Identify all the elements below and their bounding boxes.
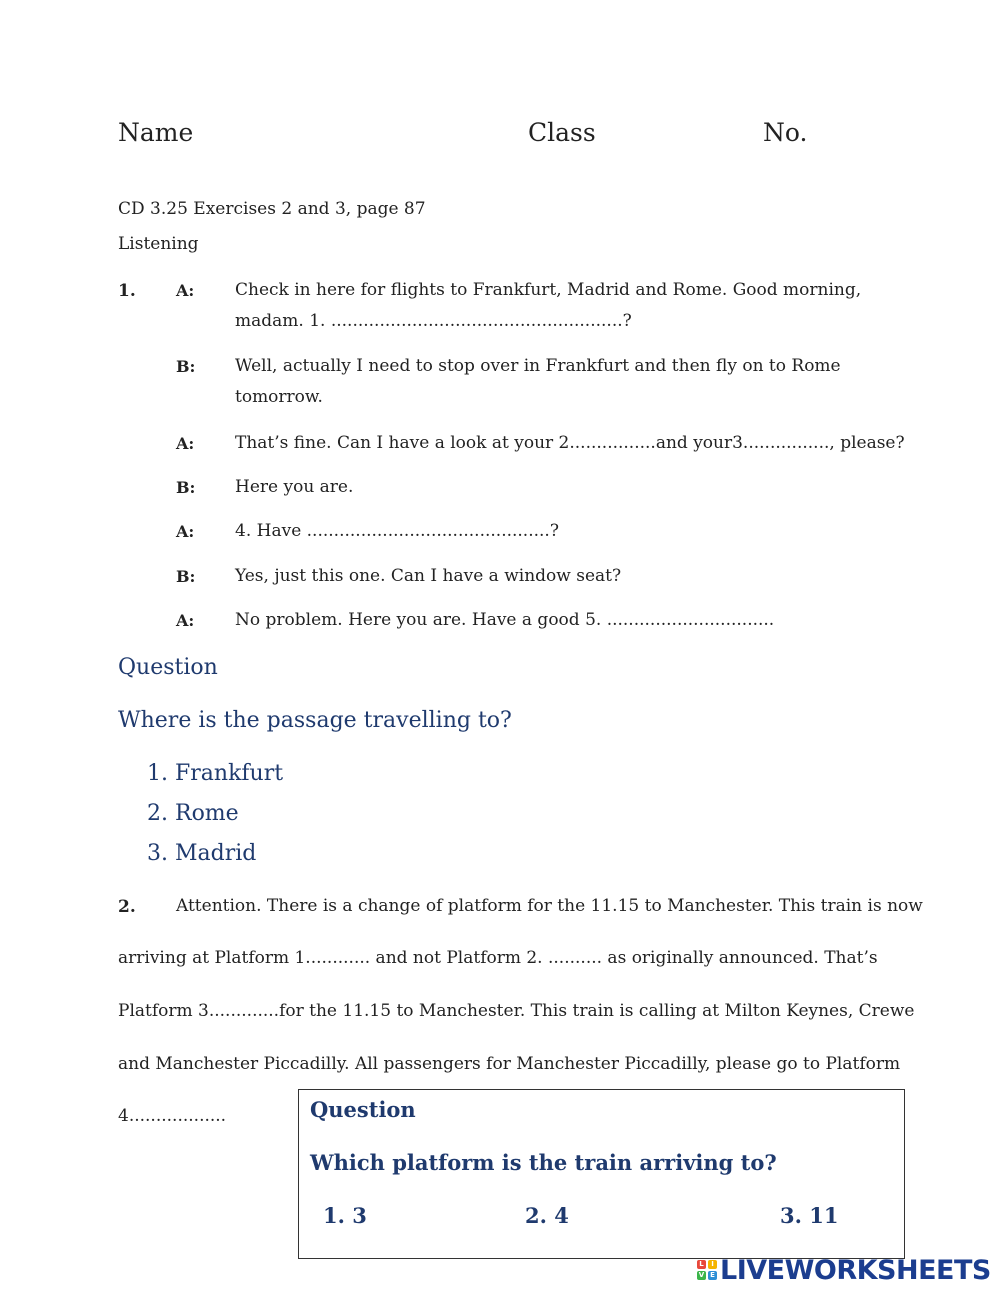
announcement-line: 4.................. — [118, 1106, 227, 1126]
announcement-line: Platform 3.............for the 11.15 to Manchester. This train is calling at Milton Keynes, Crewe — [118, 1001, 915, 1021]
option-number: 1. — [147, 761, 168, 786]
option-number: 3. — [147, 841, 168, 866]
option-number: 2. — [147, 801, 168, 826]
section-label: Listening — [118, 234, 199, 254]
answer-option-4[interactable]: 2. 4 — [525, 1203, 569, 1228]
question-2-heading: Question — [310, 1097, 416, 1122]
name-label: Name — [118, 118, 194, 147]
answer-option-3[interactable]: 1. 3 — [323, 1203, 367, 1228]
speaker-label: A: — [176, 611, 195, 630]
dialogue-line-continued: tomorrow. — [235, 387, 323, 407]
announcement-line: Attention. There is a change of platform for the 11.15 to Manchester. This train is now — [176, 896, 923, 916]
logo-block: E — [708, 1271, 717, 1280]
question-1-heading: Question — [118, 655, 218, 680]
question-2-prompt: Which platform is the train arriving to? — [310, 1150, 777, 1175]
answer-option-11[interactable]: 3. 11 — [780, 1203, 839, 1228]
answer-option-rome[interactable] — [147, 801, 239, 826]
number-label: No. — [763, 118, 808, 147]
dialogue-line: No problem. Here you are. Have a good 5. ............................... — [235, 610, 775, 630]
dialogue-line: Yes, just this one. Can I have a window seat? — [235, 566, 622, 586]
source-line: CD 3.25 Exercises 2 and 3, page 87 — [118, 199, 426, 219]
dialogue-line-continued: madam. 1. ......................................................? — [235, 311, 632, 331]
class-label: Class — [528, 118, 596, 147]
answer-option-madrid[interactable] — [147, 841, 256, 866]
speaker-label: A: — [176, 281, 195, 300]
dialogue-line: Check in here for flights to Frankfurt, Madrid and Rome. Good morning, — [235, 280, 862, 300]
speaker-label: B: — [176, 357, 196, 376]
option-label: Frankfurt — [175, 761, 284, 786]
logo-block: V — [698, 1271, 705, 1279]
logo-text: LIVEWORKSHEETS — [720, 1254, 991, 1286]
announcement-line: and Manchester Piccadilly. All passengers for Manchester Piccadilly, please go to Platform — [118, 1054, 901, 1074]
question-1-prompt: Where is the passage travelling to? — [118, 708, 512, 733]
answer-option-frankfurt[interactable] — [147, 761, 283, 786]
speaker-label: B: — [176, 478, 196, 497]
option-label: Rome — [175, 801, 239, 826]
speaker-label: A: — [176, 522, 195, 541]
dialogue-line: That’s fine. Can I have a look at your 2................and your3................, please? — [235, 433, 905, 453]
dialogue-line: Here you are. — [235, 477, 354, 497]
announcement-line: arriving at Platform 1............ and not Platform 2. .......... as originally announced. That’s — [118, 948, 878, 968]
logo-block: L — [697, 1260, 706, 1269]
speaker-label: A: — [176, 434, 195, 453]
speaker-label: B: — [176, 567, 196, 586]
option-label: Madrid — [175, 841, 257, 866]
question-2-box — [298, 1089, 905, 1259]
dialogue-line: 4. Have .............................................? — [235, 521, 559, 541]
logo-blocks-icon — [697, 1260, 717, 1280]
liveworksheets-logo — [697, 1255, 991, 1285]
dialogue-line: Well, actually I need to stop over in Frankfurt and then fly on to Rome — [235, 356, 841, 376]
logo-block: I — [708, 1260, 717, 1269]
exercise-1-number: 1. — [118, 281, 136, 301]
exercise-2-number: 2. — [118, 897, 136, 917]
